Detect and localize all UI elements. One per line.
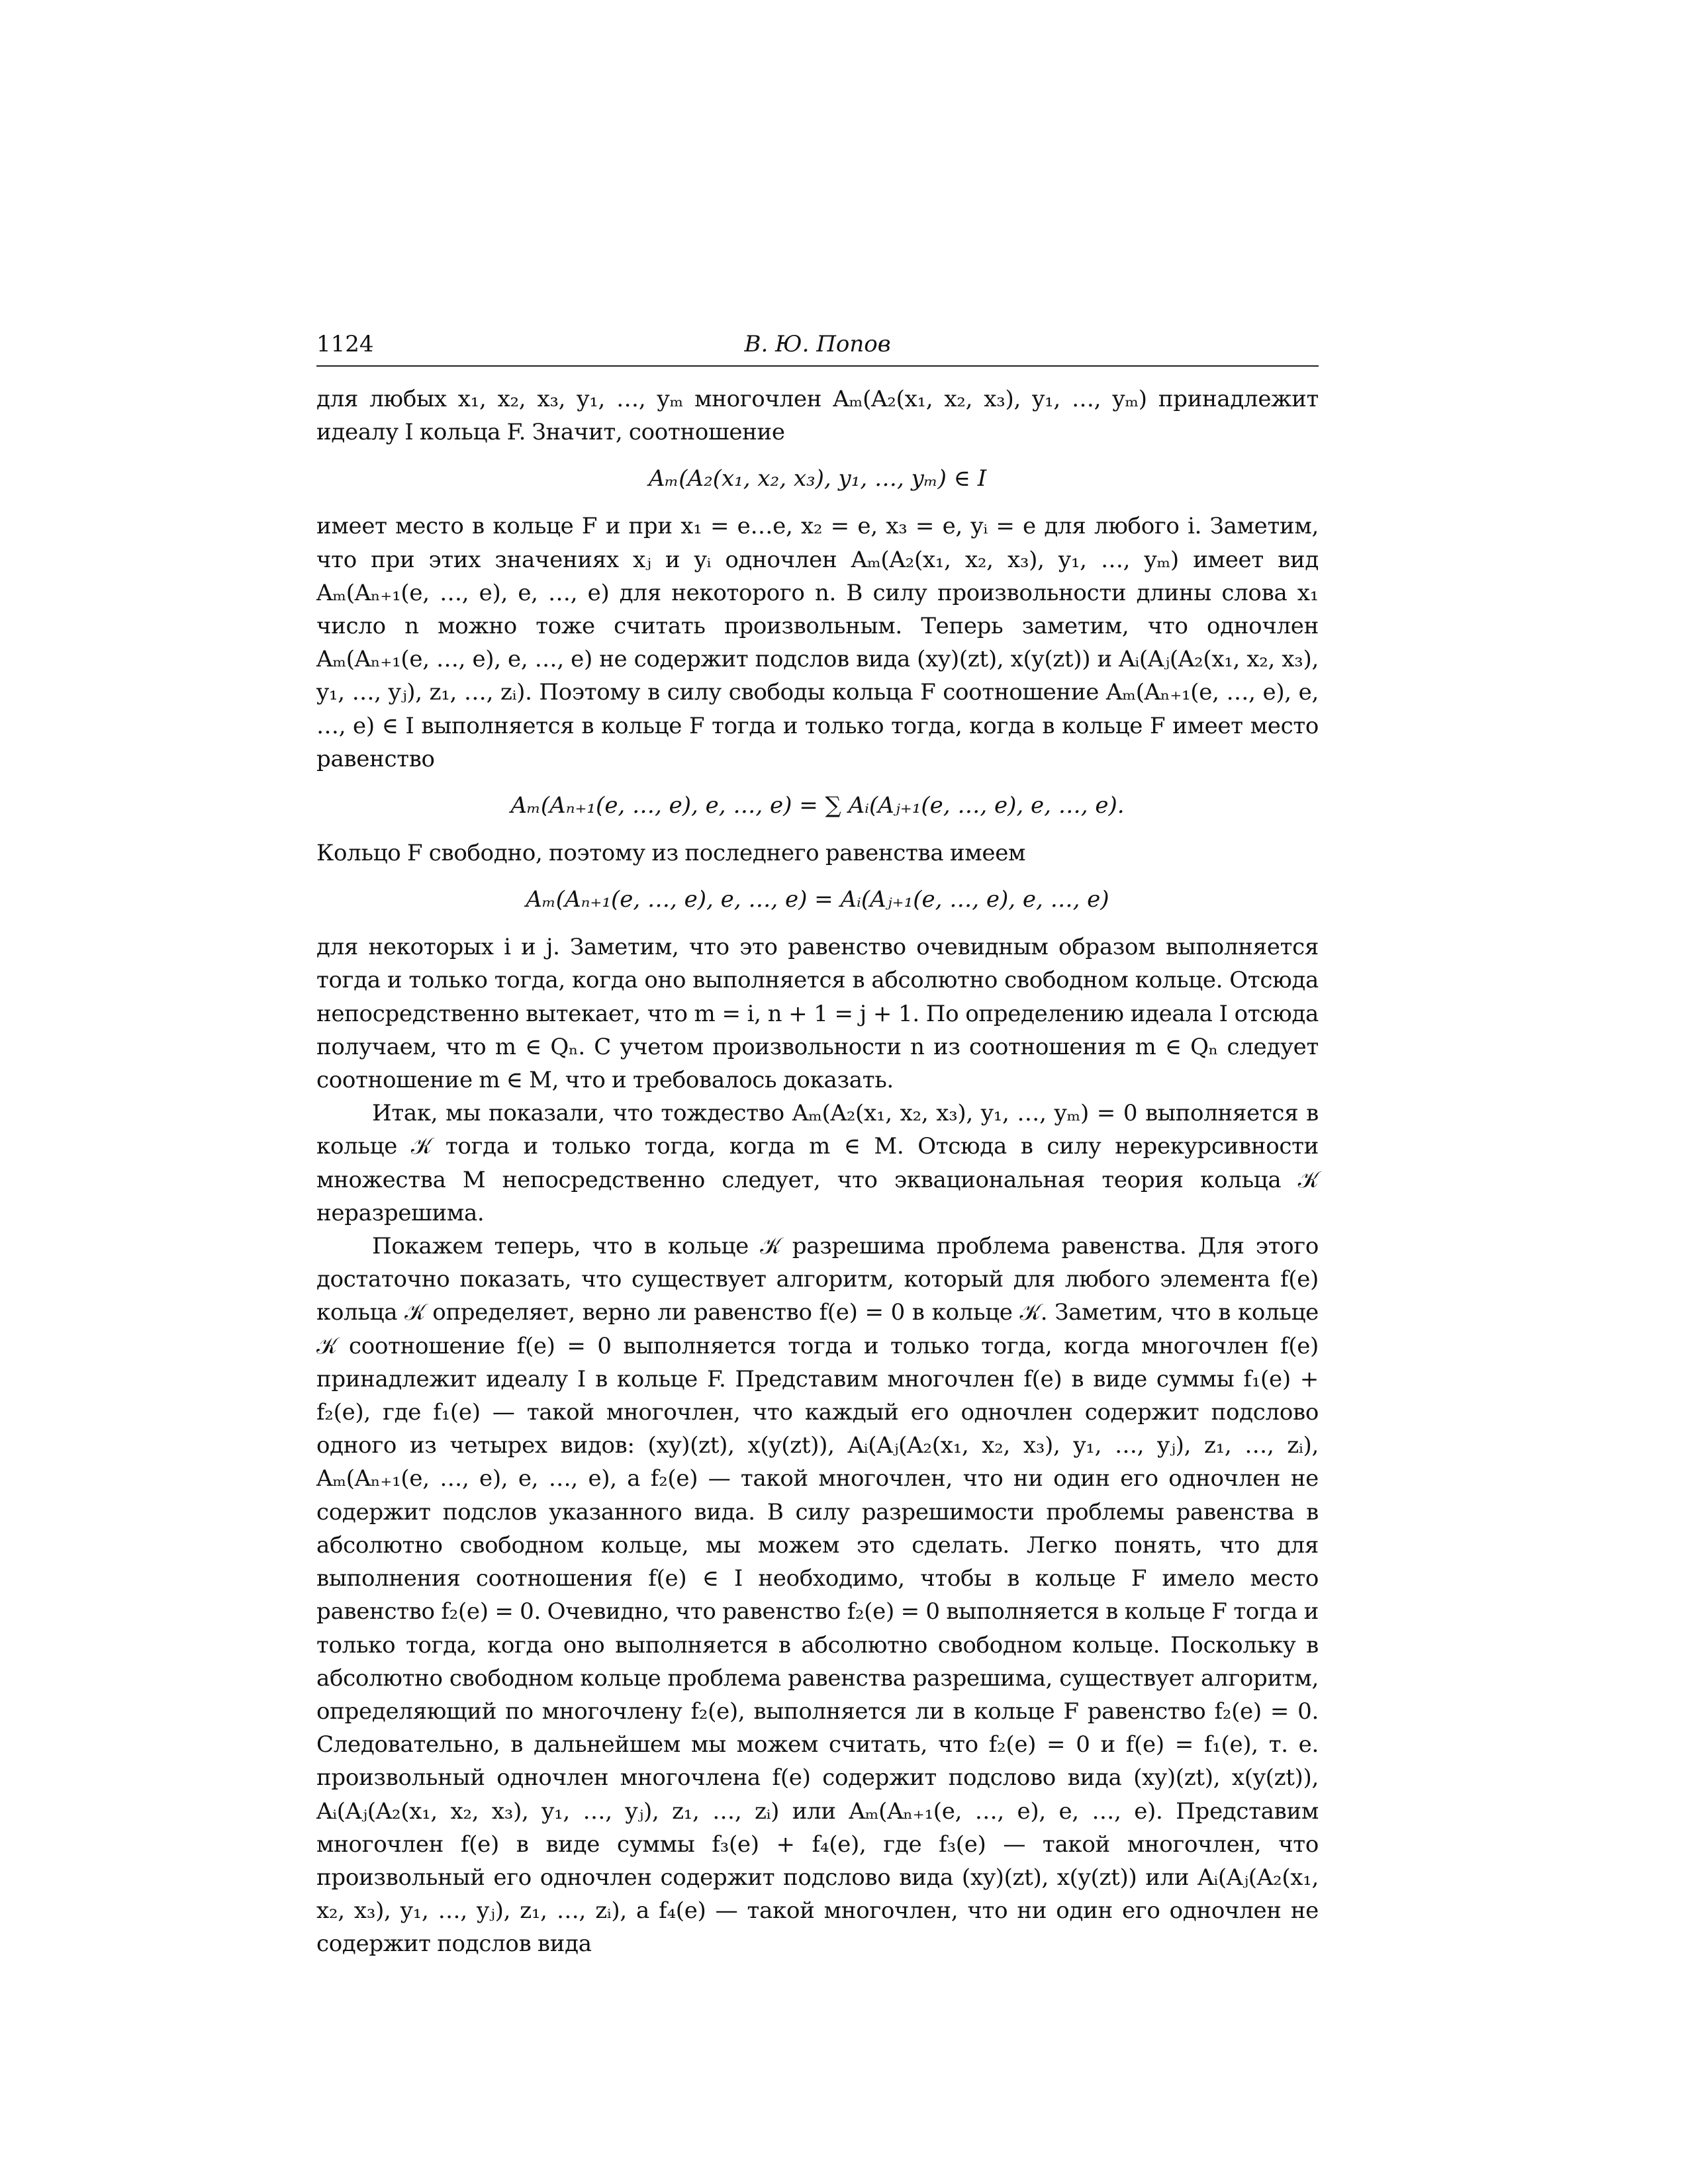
running-head-author: В. Ю. Попов <box>744 331 891 357</box>
main-text <box>316 383 1319 1961</box>
running-header <box>316 331 1319 367</box>
paper-page <box>316 331 1319 1961</box>
paragraph-1: для любых x₁, x₂, x₃, y₁, …, yₘ многочлен Aₘ(A₂(x₁, x₂, x₃), y₁, …, yₘ) принадлежит идеалу I кольца F. Значит, соотношение <box>316 386 1319 446</box>
display-equation-2: Aₘ(Aₙ₊₁(e, …, e), e, …, e) = ∑ Aᵢ(Aⱼ₊₁(e, …, e), e, …, e). <box>510 792 1125 819</box>
paragraph-3: Кольцо F свободно, поэтому из последнего равенства имеем <box>316 840 1026 867</box>
paragraph-5: Итак, мы показали, что тождество Aₘ(A₂(x₁, x₂, x₃), y₁, …, yₘ) = 0 выполняется в кольце 𝒦 тогда и только тогда, когда m ∈ M. Отсюда в силу нерекурсивности множества M непосредственно следует, что эквациональная теория кольца 𝒦 неразрешима. <box>316 1100 1319 1226</box>
display-equation-3: Aₘ(Aₙ₊₁(e, …, e), e, …, e) = Aᵢ(Aⱼ₊₁(e, …, e), e, …, e) <box>526 886 1109 913</box>
paragraph-6: Покажем теперь, что в кольце 𝒦 разрешима проблема равенства. Для этого достаточно показать, что существует алгоритм, который для любого элемента f(e) кольца 𝒦 определяет, верно ли равенство f(e) = 0 в кольце 𝒦. Заметим, что в кольце 𝒦 соотношение f(e) = 0 выполняется тогда и только тогда, когда многочлен f(e) принадлежит идеалу I в кольце F. Представим многочлен f(e) в виде суммы f₁(e) + f₂(e), где f₁(e) — такой многочлен, что каждый его одночлен содержит подслово одного из четырех видов: (xy)(zt), x(y(zt)), Aᵢ(Aⱼ(A₂(x₁, x₂, x₃), y₁, …, yⱼ), z₁, …, zᵢ), Aₘ(Aₙ₊₁(e, …, e), e, …, e), а f₂(e) — такой многочлен, что ни один его одночлен не содержит подслов указанного вида. В силу разрешимости проблемы равенства в абсолютно свободном кольце, мы можем это сделать. Легко понять, что для выполнения соотношения f(e) ∈ I необходимо, чтобы в кольце F имело место равенство f₂(e) = 0. Очевидно, что равенство f₂(e) = 0 выполняется в кольце F тогда и только тогда, когда оно выполняется в абсолютно свободном кольце. Поскольку в абсолютно свободном кольце проблема равенства разрешима, существует алгоритм, определяющий по многочлену f₂(e), выполняется ли в кольце F равенство f₂(e) = 0. Следовательно, в дальнейшем мы можем считать, что f₂(e) = 0 и f(e) = f₁(e), т. е. произвольный одночлен многочлена f(e) содержит подслово вида (xy)(zt), x(y(zt)), Aᵢ(Aⱼ(A₂(x₁, x₂, x₃), y₁, …, yⱼ), z₁, …, zᵢ) или Aₘ(Aₙ₊₁(e, …, e), e, …, e). Представим многочлен f(e) в виде суммы f₃(e) + f₄(e), где f₃(e) — такой многочлен, что произвольный его одночлен содержит подслово вида (xy)(zt), x(y(zt)) или Aᵢ(Aⱼ(A₂(x₁, x₂, x₃), y₁, …, yⱼ), z₁, …, zᵢ), а f₄(e) — такой многочлен, что ни один его одночлен не содержит подслов вида <box>316 1233 1319 1958</box>
display-equation-1: Aₘ(A₂(x₁, x₂, x₃), y₁, …, yₘ) ∈ I <box>648 465 987 492</box>
paragraph-4: для некоторых i и j. Заметим, что это равенство очевидным образом выполняется тогда и только тогда, когда оно выполняется в абсолютно свободном кольце. Отсюда непосредственно вытекает, что m = i, n + 1 = j + 1. По определению идеала I отсюда получаем, что m ∈ Qₙ. С учетом произвольности n из соотношения m ∈ Qₙ следует соотношение m ∈ M, что и требовалось доказать. <box>316 934 1319 1094</box>
paragraph-2: имеет место в кольце F и при x₁ = e…e, x₂ = e, x₃ = e, yᵢ = e для любого i. Заметим, что при этих значениях xⱼ и yᵢ одночлен Aₘ(A₂(x₁, x₂, x₃), y₁, …, yₘ) имеет вид Aₘ(Aₙ₊₁(e, …, e), e, …, e) для некоторого n. В силу произвольности длины слова x₁ число n можно тоже считать произвольным. Теперь заметим, что одночлен Aₘ(Aₙ₊₁(e, …, e), e, …, e) не содержит подслов вида (xy)(zt), x(y(zt)) и Aᵢ(Aⱼ(A₂(x₁, x₂, x₃), y₁, …, yⱼ), z₁, …, zᵢ). Поэтому в силу свободы кольца F соотношение Aₘ(Aₙ₊₁(e, …, e), e, …, e) ∈ I выполняется в кольце F тогда и только тогда, когда в кольце F имеет место равенство <box>316 513 1319 772</box>
page-number: 1124 <box>316 331 374 357</box>
